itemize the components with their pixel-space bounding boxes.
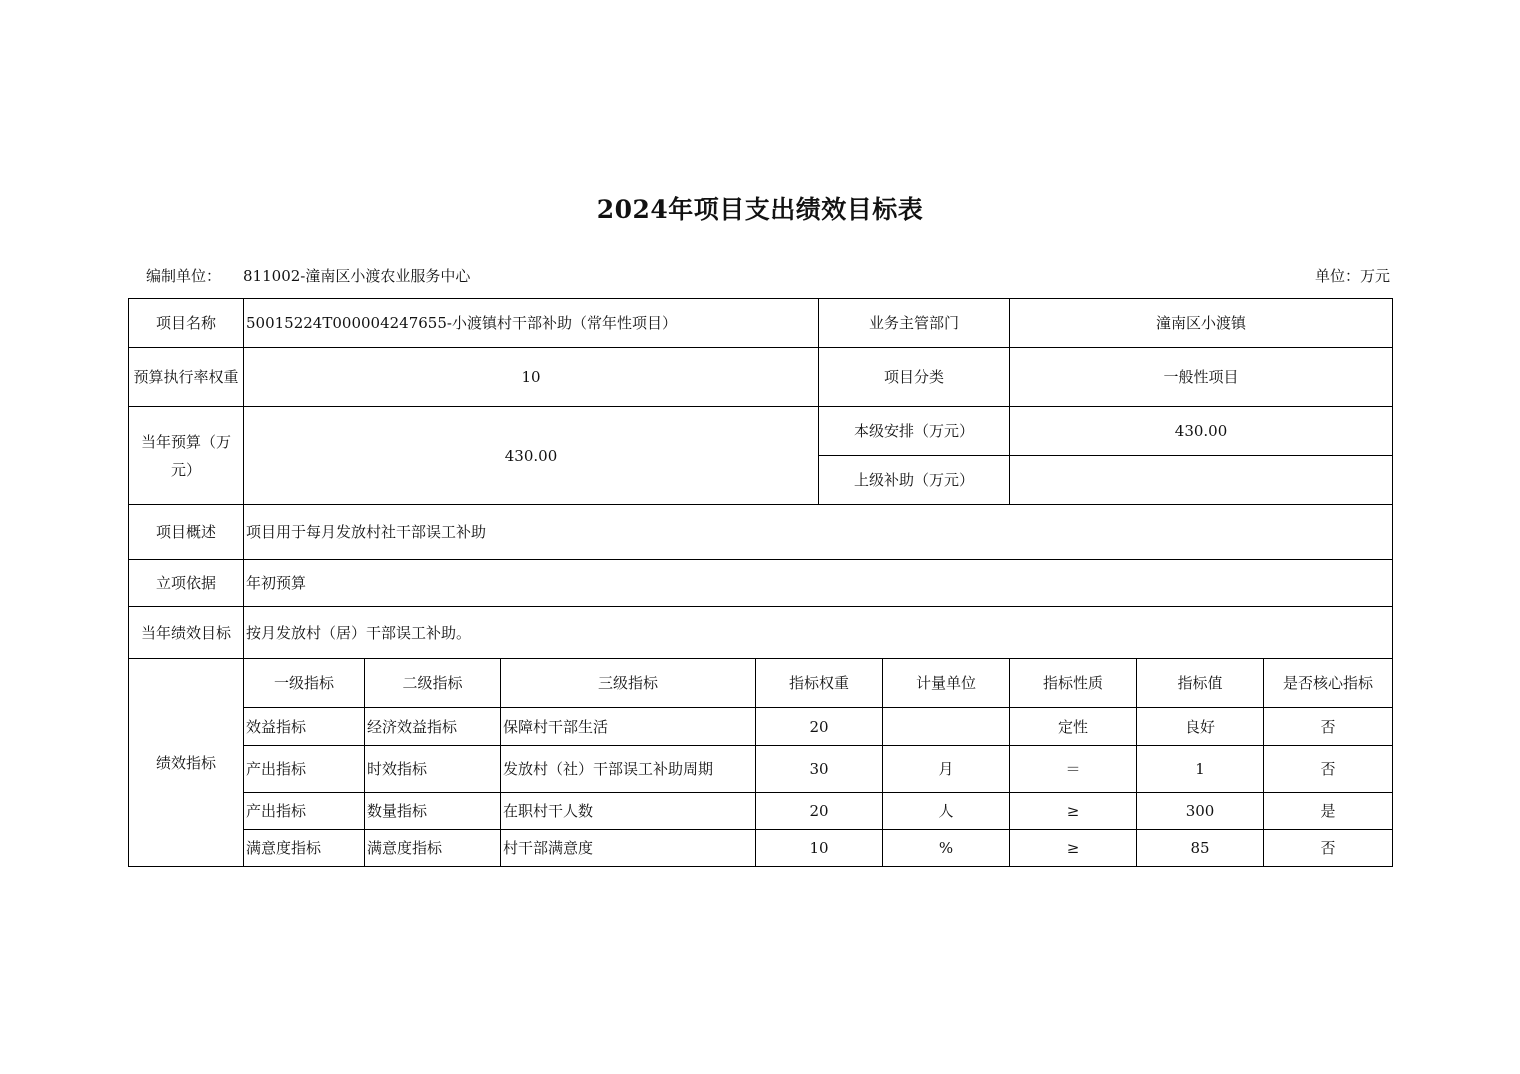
indicator-section-label: 绩效指标 <box>129 659 244 867</box>
indicator-cell: 保障村干部生活 <box>501 708 756 746</box>
indicator-cell: 满意度指标 <box>365 830 501 867</box>
category-label: 项目分类 <box>819 348 1010 407</box>
upper-label: 上级补助（万元） <box>819 456 1010 505</box>
dept-label: 业务主管部门 <box>819 299 1010 348</box>
indicator-cell: 人 <box>883 793 1010 830</box>
indicator-cell: 产出指标 <box>244 746 365 793</box>
indicator-cell: ＝ <box>1010 746 1137 793</box>
indicator-header: 是否核心指标 <box>1264 659 1393 708</box>
indicator-cell: 发放村（社）干部误工补助周期 <box>501 746 756 793</box>
indicator-header: 一级指标 <box>244 659 365 708</box>
page-title: 2024年项目支出绩效目标表 <box>596 195 924 224</box>
indicator-cell: ≥ <box>1010 793 1137 830</box>
indicator-cell: ≥ <box>1010 830 1137 867</box>
basis-row <box>129 560 1393 607</box>
overview-value: 项目用于每月发放村社干部误工补助 <box>244 505 1393 560</box>
exec-weight-label: 预算执行率权重 <box>129 348 244 407</box>
budget-value: 430.00 <box>244 407 819 505</box>
indicator-header-row <box>129 659 1393 708</box>
indicator-header: 三级指标 <box>501 659 756 708</box>
indicator-row <box>129 708 1393 746</box>
compiling-unit-label: 编制单位： <box>146 267 222 285</box>
indicator-cell: 10 <box>756 830 883 867</box>
indicator-cell: 在职村干人数 <box>501 793 756 830</box>
indicator-cell: 产出指标 <box>244 793 365 830</box>
indicator-cell: 村干部满意度 <box>501 830 756 867</box>
indicator-cell: 否 <box>1264 830 1393 867</box>
exec-weight-row <box>129 348 1393 407</box>
dept-value: 潼南区小渡镇 <box>1010 299 1393 348</box>
indicator-cell: 月 <box>883 746 1010 793</box>
goal-value: 按月发放村（居）干部误工补助。 <box>244 607 1393 659</box>
category-value: 一般性项目 <box>1010 348 1393 407</box>
indicator-cell: 良好 <box>1137 708 1264 746</box>
indicator-cell: 经济效益指标 <box>365 708 501 746</box>
budget-label: 当年预算（万元） <box>129 407 244 505</box>
project-name-value: 50015224T000004247655-小渡镇村干部补助（常年性项目） <box>244 299 819 348</box>
compiling-unit <box>146 265 470 286</box>
local-value: 430.00 <box>1010 407 1393 456</box>
indicator-row <box>129 793 1393 830</box>
indicator-cell: % <box>883 830 1010 867</box>
indicator-cell: 否 <box>1264 746 1393 793</box>
overview-label: 项目概述 <box>129 505 244 560</box>
indicator-header: 二级指标 <box>365 659 501 708</box>
project-name-label: 项目名称 <box>129 299 244 348</box>
indicator-cell: 85 <box>1137 830 1264 867</box>
indicator-cell: 1 <box>1137 746 1264 793</box>
indicator-row <box>129 746 1393 793</box>
basis-label: 立项依据 <box>129 560 244 607</box>
local-label: 本级安排（万元） <box>819 407 1010 456</box>
indicator-row <box>129 830 1393 867</box>
indicator-cell: 时效指标 <box>365 746 501 793</box>
indicator-header: 计量单位 <box>883 659 1010 708</box>
indicator-header: 指标性质 <box>1010 659 1137 708</box>
indicator-cell: 定性 <box>1010 708 1137 746</box>
basis-value: 年初预算 <box>244 560 1393 607</box>
indicator-cell: 效益指标 <box>244 708 365 746</box>
goal-row <box>129 607 1393 659</box>
indicator-cell: 20 <box>756 793 883 830</box>
indicator-cell: 30 <box>756 746 883 793</box>
indicator-cell: 20 <box>756 708 883 746</box>
indicator-header: 指标值 <box>1137 659 1264 708</box>
performance-table <box>128 298 1393 867</box>
currency-unit: 单位：万元 <box>1314 267 1390 285</box>
indicator-header: 指标权重 <box>756 659 883 708</box>
budget-row-1 <box>129 407 1393 456</box>
indicator-cell: 满意度指标 <box>244 830 365 867</box>
project-name-row <box>129 299 1393 348</box>
exec-weight-value: 10 <box>244 348 819 407</box>
indicator-cell: 300 <box>1137 793 1264 830</box>
indicator-cell: 数量指标 <box>365 793 501 830</box>
overview-row <box>129 505 1393 560</box>
compiling-unit-value: 811002-潼南区小渡农业服务中心 <box>243 267 471 285</box>
indicator-cell: 是 <box>1264 793 1393 830</box>
indicator-cell <box>883 708 1010 746</box>
indicator-cell: 否 <box>1264 708 1393 746</box>
upper-value <box>1010 456 1393 505</box>
goal-label: 当年绩效目标 <box>129 607 244 659</box>
